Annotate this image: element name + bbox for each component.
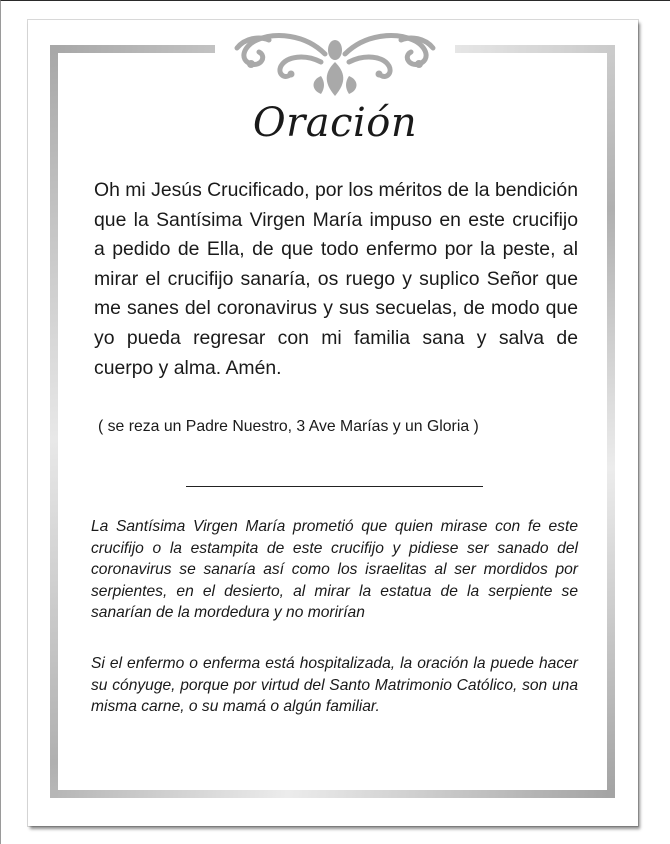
- prayer-title: Oración: [252, 100, 418, 146]
- prayer-note: ( se reza un Padre Nuestro, 3 Ave Marías y un Gloria ): [98, 418, 479, 435]
- divider-line: [186, 486, 483, 487]
- prayer-text: Oh mi Jesús Crucificado, por los méritos de la bendición que la Santísima Virgen María impuso en este crucifijo a pedido de Ella, de que todo enfermo por la peste, al mirar el crucifijo sanaría, os ruego y suplico Señor que me sanes del coronavirus y sus secuelas, de modo que yo pueda regresar con mi familia sana y salva de cuerpo y alma. Amén.: [94, 179, 578, 379]
- flourish-ornament-icon: [225, 24, 445, 106]
- hospital-paragraph: Si el enfermo o enferma está hospitalizada, la oración la puede hacer su cónyuge, porque por virtud del Santo Matrimonio Católico, son una misma carne, o su mamá o algún familiar.: [91, 655, 578, 716]
- promise-paragraph: La Santísima Virgen María prometió que quien mirase con fe este crucifijo o la estampita de este crucifijo y pidiese ser sanado del coronavirus se sanaría así como los israelitas al ser mordidos por serpientes, en el desierto, al mirar la estatua de la serpiente se sanarían de la mordedura y no morirían: [91, 518, 578, 622]
